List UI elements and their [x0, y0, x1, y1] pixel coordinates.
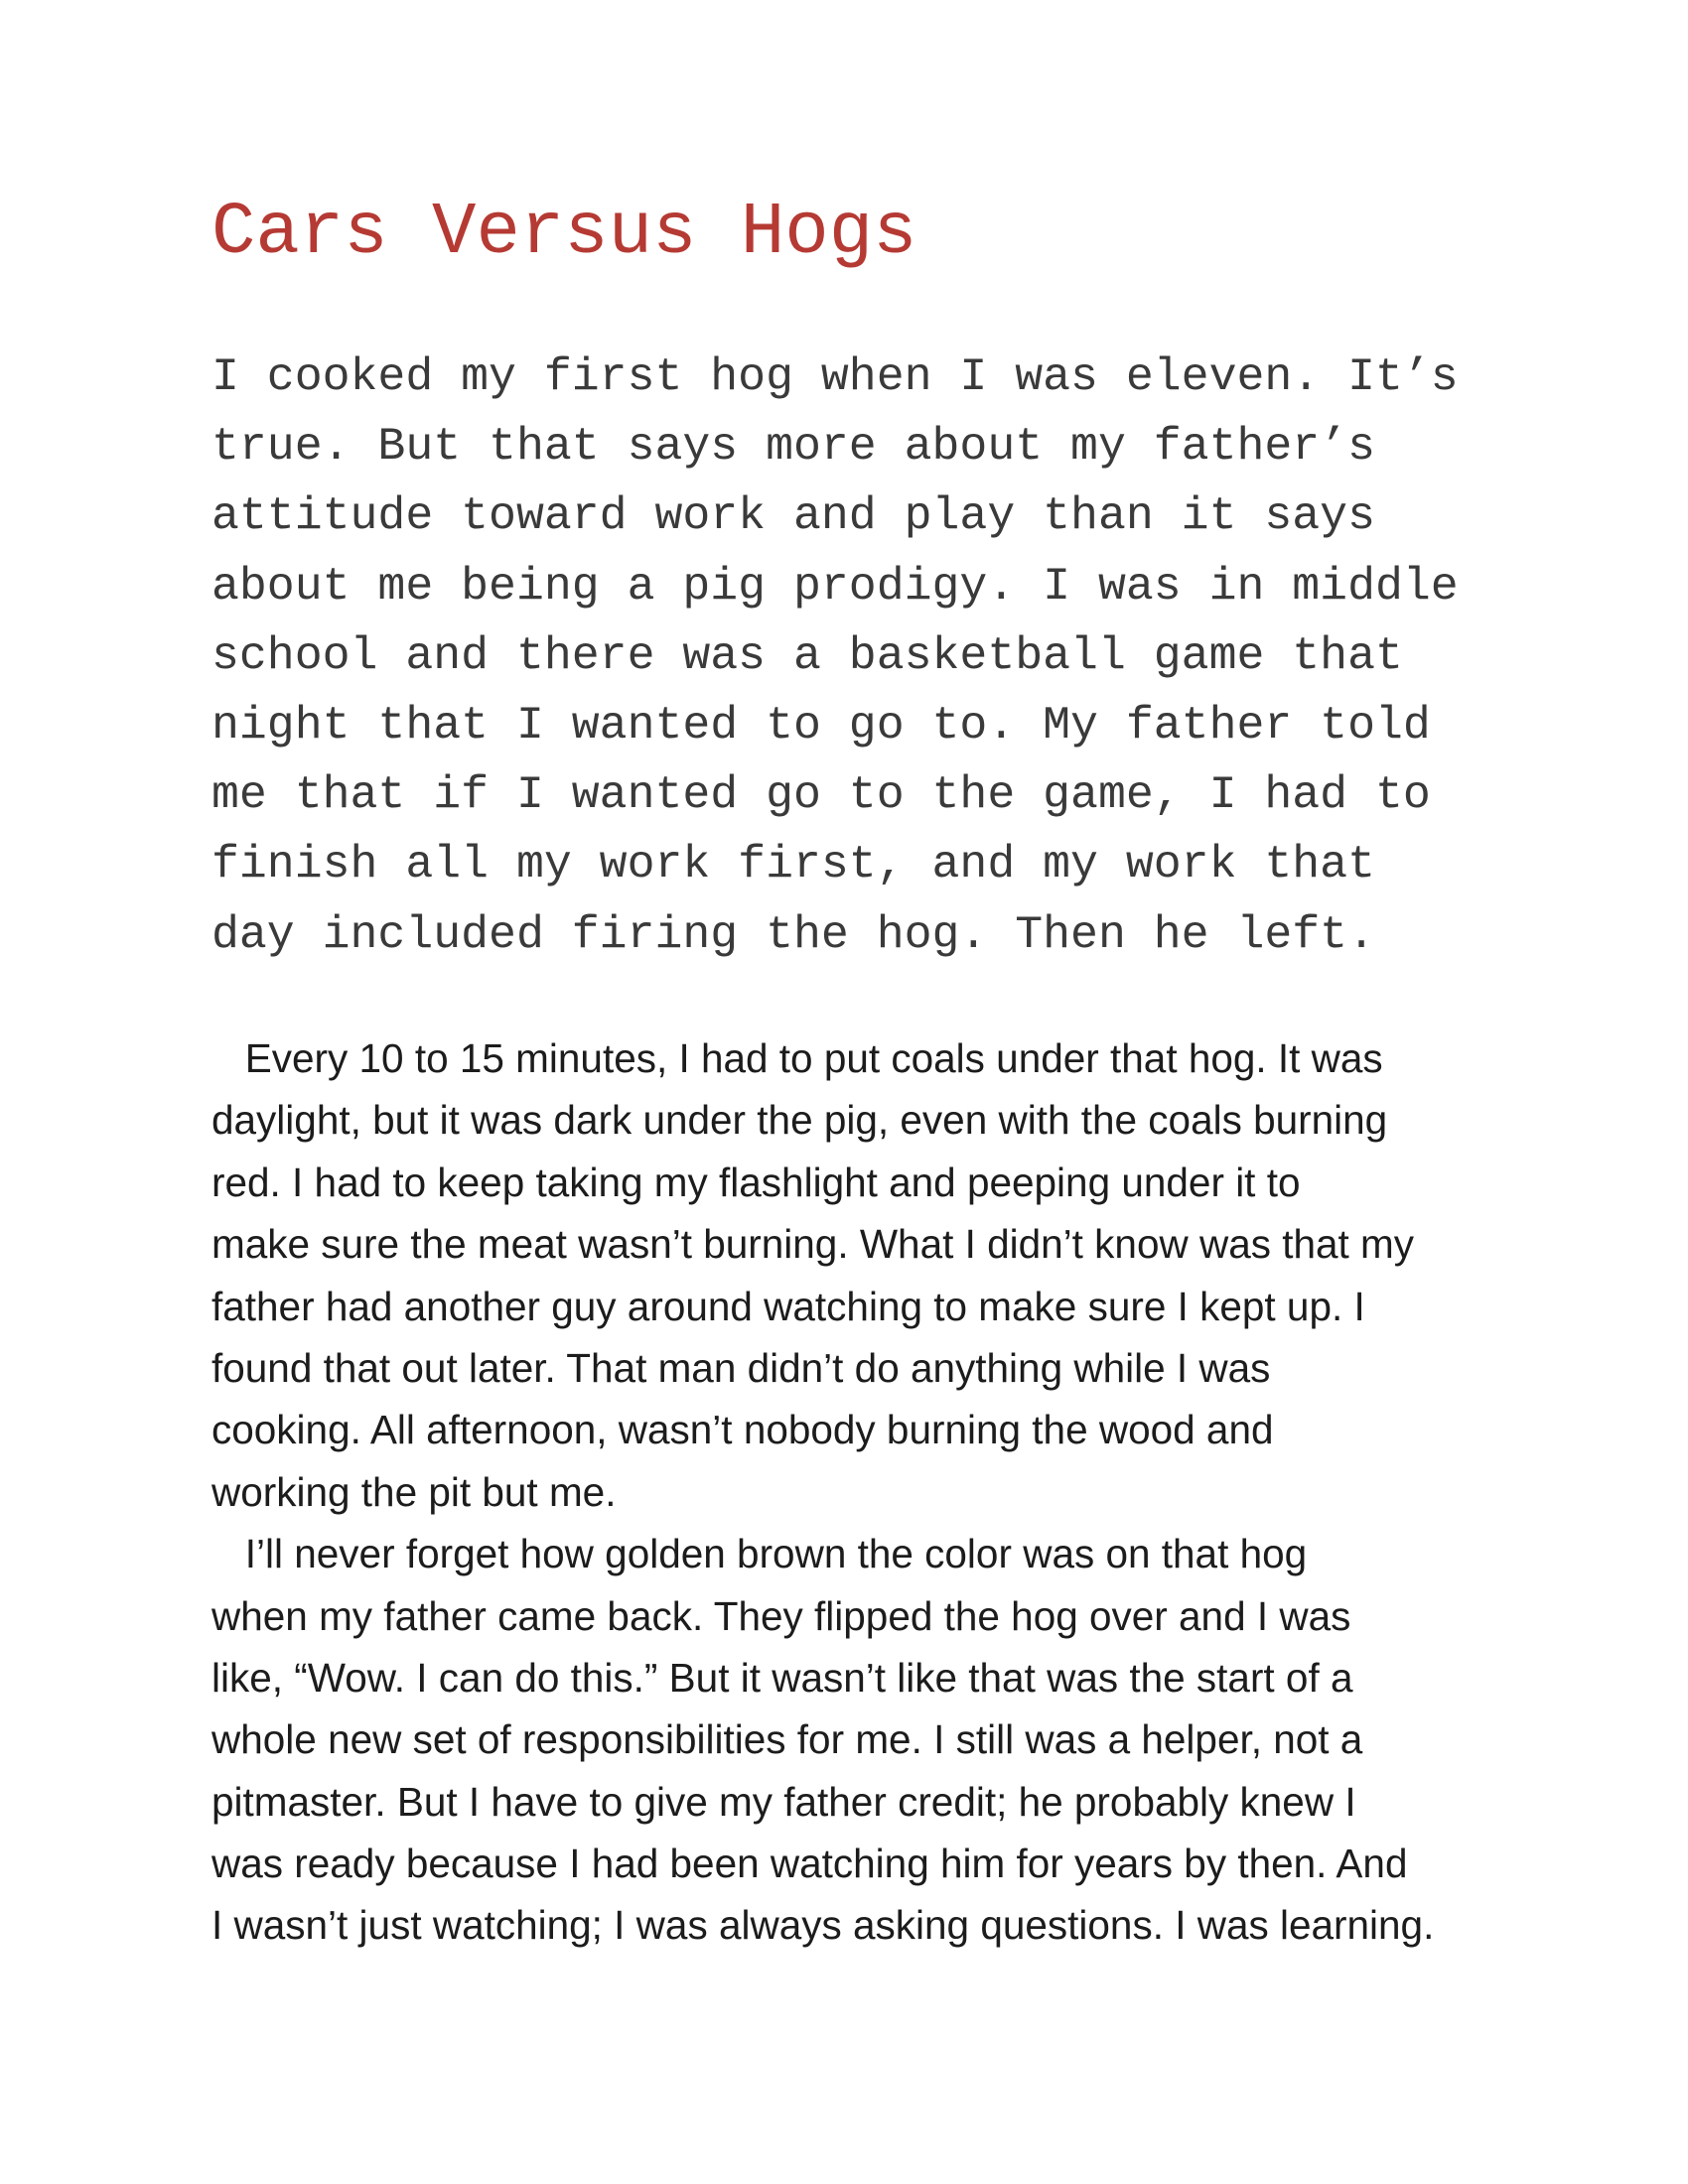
body-line: like, “Wow. I can do this.” But it wasn’t like that was the start of a	[211, 1654, 1353, 1701]
body-line: pitmaster. But I have to give my father credit; he probably knew I	[211, 1778, 1356, 1825]
body-line: make sure the meat wasn’t burning. What I didn’t know was that my	[211, 1221, 1415, 1268]
chapter-title: Cars Versus Hogs	[211, 192, 917, 275]
body-line: red. I had to keep taking my flashlight and peeping under it to	[211, 1159, 1301, 1205]
body-line: I’ll never forget how golden brown the color was on that hog	[211, 1531, 1308, 1577]
intro-line: true. But that says more about my father’s	[211, 420, 1375, 474]
intro-line: finish all my work first, and my work that	[211, 838, 1375, 891]
body-line: was ready because I had been watching him for years by then. And	[211, 1841, 1408, 1887]
body-line: when my father came back. They flipped the hog over and I was	[211, 1592, 1351, 1639]
body-paragraphs	[211, 1027, 1522, 1957]
body-line: working the pit but me.	[211, 1468, 617, 1515]
body-line: whole new set of responsibilities for me. I still was a helper, not a	[211, 1716, 1363, 1763]
intro-line: school and there was a basketball game that	[211, 628, 1403, 682]
body-line: daylight, but it was dark under the pig, even with the coals burning	[211, 1097, 1388, 1144]
intro-line: me that if I wanted go to the game, I had to	[211, 768, 1431, 822]
intro-line: about me being a pig prodigy. I was in middle	[211, 559, 1459, 613]
intro-line: night that I wanted to go to. My father told	[211, 698, 1431, 751]
body-line: Every 10 to 15 minutes, I had to put coals under that hog. It was	[211, 1035, 1383, 1081]
body-line: I wasn’t just watching; I was always asking questions. I was learning.	[211, 1902, 1435, 1949]
body-line: father had another guy around watching to make sure I kept up. I	[211, 1283, 1365, 1329]
body-line: cooking. All afternoon, wasn’t nobody burning the wood and	[211, 1407, 1274, 1453]
intro-line: attitude toward work and play than it says	[211, 489, 1375, 543]
intro-line: I cooked my first hog when I was eleven. It’s	[211, 350, 1459, 403]
body-line: found that out later. That man didn’t do anything while I was	[211, 1344, 1271, 1391]
intro-paragraph	[211, 342, 1522, 970]
intro-line: day included firing the hog. Then he left.	[211, 907, 1375, 961]
